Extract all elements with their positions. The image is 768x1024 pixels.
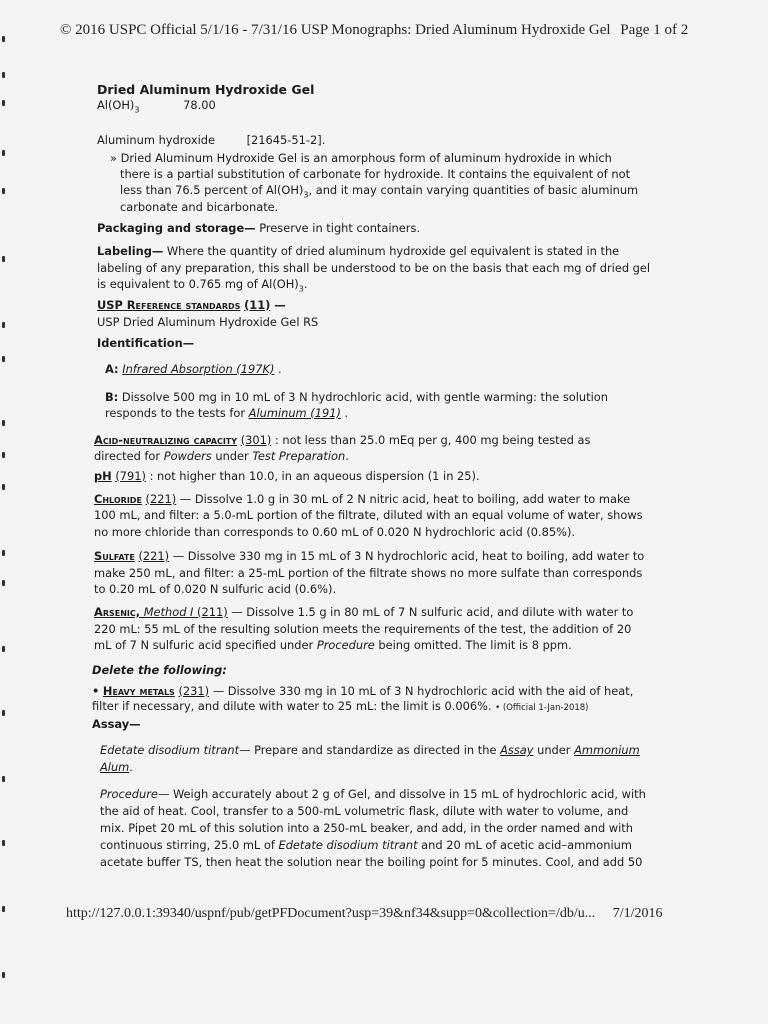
- reference-standards: USP Reference standards (11) —: [97, 298, 286, 312]
- reference-standard-item: USP Dried Aluminum Hydroxide Gel RS: [97, 315, 319, 329]
- print-header: [60, 22, 688, 39]
- identification-a: A: Infrared Absorption (197K) .: [105, 362, 282, 376]
- molecular-weight: 78.00: [183, 98, 216, 112]
- anc-link[interactable]: (301): [240, 433, 272, 447]
- packaging-storage: Packaging and storage— Preserve in tight containers.: [97, 221, 421, 235]
- official-date-note: • (Official 1-Jan-2018): [495, 703, 589, 713]
- delete-notice: Delete the following:: [92, 663, 227, 677]
- ph-test: pH (791) : not higher than 10.0, in an aqueous dispersion (1 in 25).: [94, 469, 480, 483]
- molecular-formula: $Al(OH)_3$ 78.00: [97, 98, 216, 115]
- header-source: © 2016 USPC Official 5/1/16 - 7/31/16 USP Monographs: Dried Aluminum Hydroxide Gel: [60, 22, 611, 38]
- infrared-absorption-link[interactable]: Infrared Absorption (197K): [122, 362, 275, 376]
- footer-url: http://127.0.0.1:39340/uspnf/pub/getPFDocument?usp=39&nf34&supp=0&collection=/db/u...: [66, 906, 596, 921]
- cas-number: [21645-51-2].: [246, 133, 326, 147]
- assay-link[interactable]: Assay: [500, 743, 534, 757]
- print-footer: [66, 906, 663, 922]
- heavy-metals-link[interactable]: (231): [178, 684, 210, 698]
- chemical-name: Aluminum hydroxide [21645-51-2].: [97, 133, 326, 147]
- ammonium-alum-link[interactable]: Ammonium: [574, 743, 640, 757]
- ref-std-link[interactable]: (11): [244, 298, 271, 312]
- ammonium-alum-link-cont[interactable]: Alum: [100, 760, 130, 774]
- chloride-link[interactable]: (221): [145, 492, 177, 506]
- monograph-title: Dried Aluminum Hydroxide Gel: [97, 82, 315, 97]
- header-page-number: Page 1 of 2: [620, 22, 689, 38]
- ph-link[interactable]: (791): [115, 469, 146, 483]
- aluminum-test-link[interactable]: Aluminum (191): [248, 406, 341, 420]
- scan-edge-marks: [0, 0, 12, 1024]
- identification-heading: Identification—: [97, 336, 195, 350]
- assay-heading: Assay—: [92, 717, 141, 731]
- arsenic-link[interactable]: (211): [193, 605, 228, 619]
- footer-date: 7/1/2016: [612, 906, 663, 921]
- sulfate-link[interactable]: (221): [138, 549, 170, 563]
- arsenic-method-link[interactable]: Method I: [140, 605, 194, 619]
